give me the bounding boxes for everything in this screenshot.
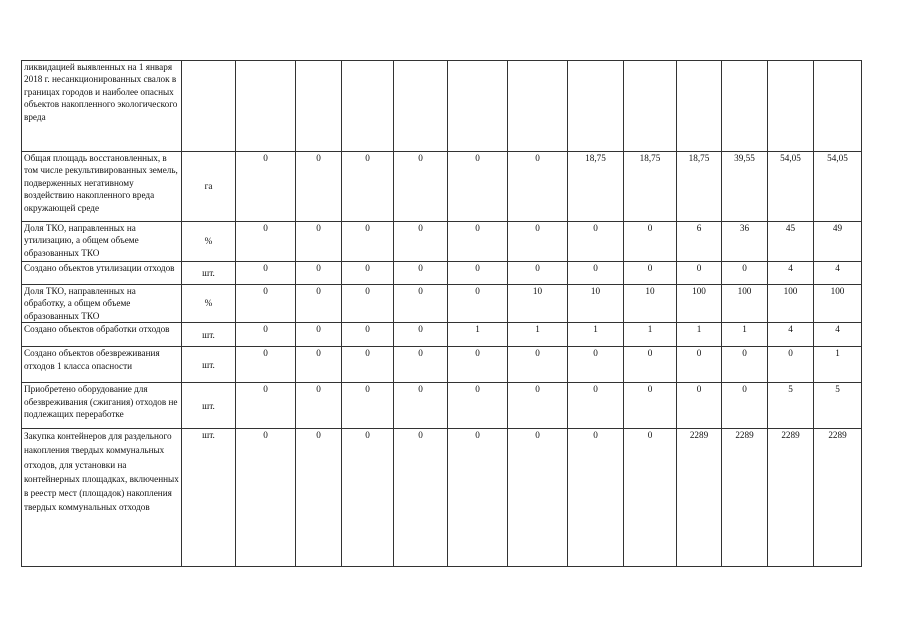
value-cell: 1 [568,323,624,347]
value-cell: 0 [508,152,568,222]
value-cell: 0 [236,383,296,429]
value-cell: 0 [236,323,296,347]
value-cell: 0 [448,262,508,285]
value-cell: 0 [394,383,448,429]
value-cell: 0 [508,347,568,383]
value-cell: 0 [768,347,814,383]
value-cell: 0 [342,323,394,347]
value-cell: 0 [394,323,448,347]
indicator-name-cell: Создано объектов обезвреживания отходов 1 класса опасности [22,347,182,383]
value-cell [394,61,448,152]
value-cell: 0 [394,152,448,222]
value-cell: 2289 [814,429,862,567]
value-cell: 0 [394,222,448,262]
value-cell: 5 [768,383,814,429]
value-cell: 49 [814,222,862,262]
unit-cell: шт. [182,323,236,347]
value-cell: 36 [722,222,768,262]
value-cell: 0 [448,152,508,222]
value-cell: 18,75 [624,152,677,222]
value-cell: 1 [508,323,568,347]
value-cell: 1 [814,347,862,383]
value-cell: 0 [568,429,624,567]
table-row [22,152,862,222]
value-cell: 45 [768,222,814,262]
unit-cell: шт. [182,347,236,383]
unit-cell: га [182,152,236,222]
value-cell: 0 [236,262,296,285]
value-cell: 0 [508,222,568,262]
value-cell: 100 [722,285,768,323]
value-cell: 0 [296,429,342,567]
value-cell: 54,05 [814,152,862,222]
value-cell: 0 [624,429,677,567]
value-cell: 0 [508,262,568,285]
value-cell [768,61,814,152]
indicator-name-cell: ликвидацией выявленных на 1 января 2018 г. несанкционированных свалок в границах городов и наиболее опасных объектов накопленного экологического вреда [22,61,182,152]
value-cell: 1 [448,323,508,347]
value-cell: 0 [342,262,394,285]
table-row [22,222,862,262]
value-cell [236,61,296,152]
value-cell: 0 [296,347,342,383]
value-cell: 100 [768,285,814,323]
value-cell: 0 [722,347,768,383]
indicator-name-cell: Закупка контейнеров для раздельного накопления твердых коммунальных отходов, для установки на контейнерных площадках, включенных в реестр мест (площадок) накопления твердых коммунальных отходов [22,429,182,567]
indicator-name-cell: Приобретено оборудование для обезвреживания (сжигания) отходов не подлежащих переработке [22,383,182,429]
value-cell: 0 [236,347,296,383]
value-cell: 0 [394,347,448,383]
table-row [22,285,862,323]
value-cell: 0 [236,285,296,323]
value-cell: 0 [342,222,394,262]
indicator-name-cell: Общая площадь восстановленных, в том числе рекультивированных земель, подверженных негативному воздействию накопленного вреда окружающей среде [22,152,182,222]
value-cell: 0 [677,347,722,383]
value-cell: 0 [722,262,768,285]
value-cell: 0 [342,152,394,222]
table-row [22,347,862,383]
value-cell: 0 [568,347,624,383]
value-cell: 0 [624,222,677,262]
value-cell: 0 [508,383,568,429]
value-cell: 0 [394,285,448,323]
value-cell: 4 [814,323,862,347]
table-row [22,429,862,567]
value-cell: 0 [448,285,508,323]
table-body [22,61,862,567]
value-cell [296,61,342,152]
value-cell: 10 [508,285,568,323]
value-cell: 0 [342,383,394,429]
value-cell: 100 [814,285,862,323]
value-cell [448,61,508,152]
value-cell: 0 [508,429,568,567]
value-cell: 0 [677,383,722,429]
value-cell: 0 [296,285,342,323]
value-cell: 0 [296,383,342,429]
unit-cell: шт. [182,383,236,429]
unit-cell: шт. [182,262,236,285]
value-cell: 0 [394,429,448,567]
value-cell [624,61,677,152]
value-cell [814,61,862,152]
value-cell: 0 [448,222,508,262]
value-cell: 10 [568,285,624,323]
indicator-name-cell: Создано объектов обработки отходов [22,323,182,347]
table-row [22,61,862,152]
value-cell: 39,55 [722,152,768,222]
value-cell: 4 [768,262,814,285]
value-cell [677,61,722,152]
unit-cell: % [182,285,236,323]
value-cell: 5 [814,383,862,429]
value-cell [568,61,624,152]
value-cell: 1 [624,323,677,347]
value-cell: 2289 [677,429,722,567]
indicator-name-cell: Создано объектов утилизации отходов [22,262,182,285]
value-cell: 0 [624,347,677,383]
value-cell: 0 [448,347,508,383]
value-cell: 0 [448,383,508,429]
value-cell: 0 [568,262,624,285]
value-cell: 10 [624,285,677,323]
value-cell: 0 [236,222,296,262]
value-cell: 4 [814,262,862,285]
value-cell: 0 [677,262,722,285]
value-cell [342,61,394,152]
value-cell [508,61,568,152]
value-cell: 0 [342,429,394,567]
table-row [22,262,862,285]
table-row [22,323,862,347]
value-cell: 0 [722,383,768,429]
indicator-name-cell: Доля ТКО, направленных на обработку, а общем объеме образованных ТКО [22,285,182,323]
value-cell: 0 [296,323,342,347]
value-cell: 18,75 [568,152,624,222]
value-cell: 0 [296,152,342,222]
value-cell: 0 [624,262,677,285]
value-cell: 1 [722,323,768,347]
value-cell: 0 [236,429,296,567]
value-cell: 4 [768,323,814,347]
value-cell: 0 [296,222,342,262]
value-cell: 2289 [768,429,814,567]
value-cell: 18,75 [677,152,722,222]
value-cell: 0 [236,152,296,222]
value-cell: 2289 [722,429,768,567]
table-row [22,383,862,429]
unit-cell [182,61,236,152]
value-cell: 0 [342,347,394,383]
value-cell: 0 [296,262,342,285]
indicators-table [21,60,862,567]
value-cell [722,61,768,152]
value-cell: 0 [624,383,677,429]
unit-cell: шт. [182,429,236,567]
value-cell: 6 [677,222,722,262]
value-cell: 54,05 [768,152,814,222]
value-cell: 1 [677,323,722,347]
value-cell: 0 [342,285,394,323]
value-cell: 100 [677,285,722,323]
unit-cell: % [182,222,236,262]
value-cell: 0 [394,262,448,285]
value-cell: 0 [568,222,624,262]
value-cell: 0 [448,429,508,567]
value-cell: 0 [568,383,624,429]
indicator-name-cell: Доля ТКО, направленных на утилизацию, а общем объеме образованных ТКО [22,222,182,262]
